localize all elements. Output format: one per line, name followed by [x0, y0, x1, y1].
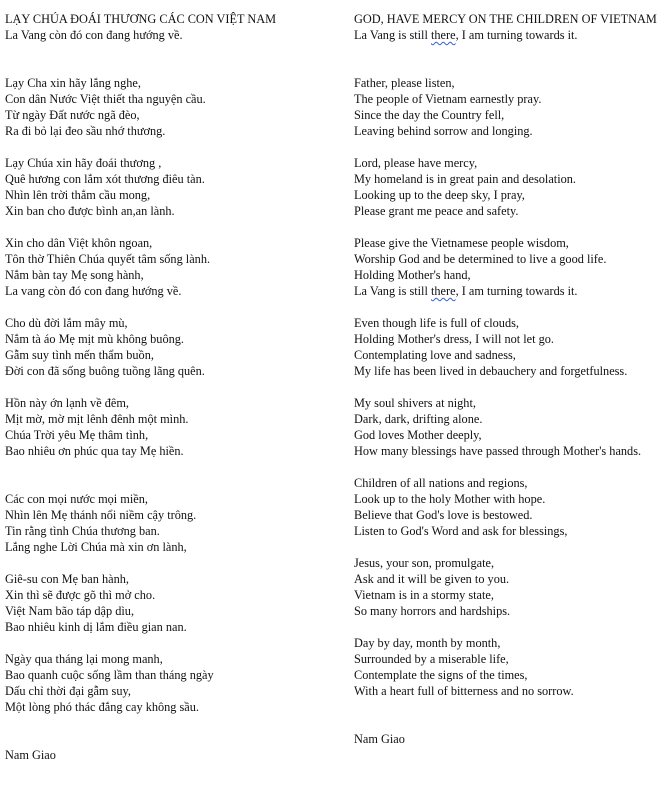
vi-stanza-4: [5, 315, 340, 379]
vietnamese-intro: La Vang còn đó con đang hướng về.: [5, 28, 183, 42]
vi-line: Ngày qua tháng lại mong manh,: [5, 652, 163, 666]
en-stanza-7: [354, 555, 669, 619]
vi-line: Nắm bàn tay Mẹ song hành,: [5, 268, 144, 282]
vi-line: Dấu chỉ thời đại gẫm suy,: [5, 684, 131, 698]
en-line: Day by day, month by month,: [354, 636, 501, 650]
en-line: Vietnam is in a stormy state,: [354, 588, 494, 602]
vi-line: Việt Nam bão táp dập dìu,: [5, 604, 135, 618]
vietnamese-title: LẠY CHÚA ĐOÁI THƯƠNG CÁC CON VIỆT NAM: [5, 12, 277, 26]
vi-line: Tôn thờ Thiên Chúa quyết tâm sống lành.: [5, 252, 211, 266]
en-stanza-8: [354, 635, 669, 699]
vi-line: Bao nhiêu kinh dị lắm điều gian nan.: [5, 620, 187, 634]
en-line: Lord, please have mercy,: [354, 156, 478, 170]
vi-line: Đời con đã sống buông tuồng lãng quên.: [5, 364, 205, 378]
vi-line: Tin rằng tình Chúa thương ban.: [5, 524, 160, 538]
vi-stanza-8: [5, 651, 340, 715]
en-line: Looking up to the deep sky, I pray,: [354, 188, 525, 202]
vi-line: Các con mọi nước mọi miền,: [5, 492, 148, 506]
en-stanza-1: [354, 75, 669, 139]
en-line: Please grant me peace and safety.: [354, 204, 519, 218]
en-line: My homeland is in great pain and desolation.: [354, 172, 576, 186]
en-line: Contemplating love and sadness,: [354, 348, 516, 362]
vi-line: Lạy Cha xin hãy lắng nghe,: [5, 76, 141, 90]
vi-stanza-7: [5, 571, 340, 635]
en-stanza-5: [354, 395, 669, 459]
en-line: Please give the Vietnamese people wisdom,: [354, 236, 569, 250]
vi-line: Con dân Nước Việt thiết tha nguyện cầu.: [5, 92, 206, 106]
english-poem-column: [354, 11, 669, 747]
en-line: Listen to God's Word and ask for blessings,: [354, 524, 568, 538]
en-line: Worship God and be determined to live a good life.: [354, 252, 607, 266]
vi-line: Chúa Trời yêu Mẹ thâm tình,: [5, 428, 149, 442]
en-line: My life has been lived in debauchery and forgetfulness.: [354, 364, 628, 378]
vi-line: Nắm tà áo Mẹ mịt mù không buông.: [5, 332, 184, 346]
vi-line: Một lòng phó thác đắng cay không sầu.: [5, 700, 199, 714]
vi-line: Lắng nghe Lời Chúa mà xin ơn lành,: [5, 540, 187, 554]
vi-stanza-6: [5, 491, 340, 555]
vi-line: Xin ban cho được bình an,an lành.: [5, 204, 175, 218]
vi-line: Từ ngày Đất nước ngã đèo,: [5, 108, 140, 122]
vi-line: Xin cho dân Việt khôn ngoan,: [5, 236, 153, 250]
english-signature: Nam Giao: [354, 732, 405, 746]
vi-line: Bao nhiêu ơn phúc qua tay Mẹ hiền.: [5, 444, 184, 458]
en-line: Believe that God's love is bestowed.: [354, 508, 533, 522]
vi-line: Gẫm suy tình mến thẩm buồn,: [5, 348, 154, 362]
en-line: Look up to the holy Mother with hope.: [354, 492, 546, 506]
en-line-text: La Vang is still: [354, 284, 431, 298]
en-line-text: , I am turning towards it.: [455, 284, 578, 298]
english-intro: [354, 27, 669, 43]
en-line: Leaving behind sorrow and longing.: [354, 124, 533, 138]
vi-line: Cho dù đời lắm mây mù,: [5, 316, 128, 330]
vi-line: Hồn này ớn lạnh về đêm,: [5, 396, 129, 410]
en-line: How many blessings have passed through Mother's hands.: [354, 444, 642, 458]
en-line: The people of Vietnam earnestly pray.: [354, 92, 542, 106]
en-stanza-4: [354, 315, 669, 379]
english-intro-text: , I am turning towards it.: [455, 28, 578, 42]
vietnamese-poem-column: [5, 11, 340, 763]
vi-stanza-2: [5, 155, 340, 219]
en-stanza-2: [354, 155, 669, 219]
en-stanza-6: [354, 475, 669, 539]
vi-line: Ra đi bỏ lại đeo sầu nhớ thương.: [5, 124, 166, 138]
vi-line: Nhìn lên Mẹ thánh nổi niềm cậy trông.: [5, 508, 197, 522]
en-line: Holding Mother's dress, I will not let go.: [354, 332, 554, 346]
en-line: Ask and it will be given to you.: [354, 572, 510, 586]
vi-stanza-3: [5, 235, 340, 299]
en-line: My soul shivers at night,: [354, 396, 476, 410]
en-line: Contemplate the signs of the times,: [354, 668, 528, 682]
en-line: [354, 283, 669, 299]
en-line: Even though life is full of clouds,: [354, 316, 519, 330]
en-line: Surrounded by a miserable life,: [354, 652, 509, 666]
en-line: Children of all nations and regions,: [354, 476, 528, 490]
en-line: Since the day the Country fell,: [354, 108, 505, 122]
en-line: Jesus, your son, promulgate,: [354, 556, 495, 570]
en-line: So many horrors and hardships.: [354, 604, 511, 618]
vi-line: Mịt mờ, mờ mịt lênh đênh một mình.: [5, 412, 189, 426]
en-line: Dark, dark, drifting alone.: [354, 412, 483, 426]
vi-line: Quê hương con lắm xót thương điêu tàn.: [5, 172, 205, 186]
en-line: Father, please listen,: [354, 76, 455, 90]
vi-line: Lạy Chúa xin hãy đoái thương ,: [5, 156, 162, 170]
en-line: God loves Mother deeply,: [354, 428, 482, 442]
vi-line: Xin thì sẽ được gõ thì mở cho.: [5, 588, 156, 602]
vi-stanza-5: [5, 395, 340, 459]
en-line: With a heart full of bitterness and no sorrow.: [354, 684, 574, 698]
english-intro-text: La Vang is still: [354, 28, 431, 42]
vi-line: Nhìn lên trời thẳm cầu mong,: [5, 188, 151, 202]
en-line: Holding Mother's hand,: [354, 268, 471, 282]
vietnamese-signature: Nam Giao: [5, 748, 56, 762]
vi-stanza-1: [5, 75, 340, 139]
en-marked-word: there: [430, 284, 456, 298]
english-intro-marked-word: there: [430, 28, 456, 42]
vi-line: Bao quanh cuộc sống lầm than tháng ngày: [5, 668, 214, 682]
en-stanza-3: [354, 235, 669, 299]
english-title: GOD, HAVE MERCY ON THE CHILDREN OF VIETNAM: [354, 12, 657, 26]
vi-line: Giê-su con Mẹ ban hành,: [5, 572, 129, 586]
vi-line: La vang còn đó con đang hướng về.: [5, 284, 182, 298]
